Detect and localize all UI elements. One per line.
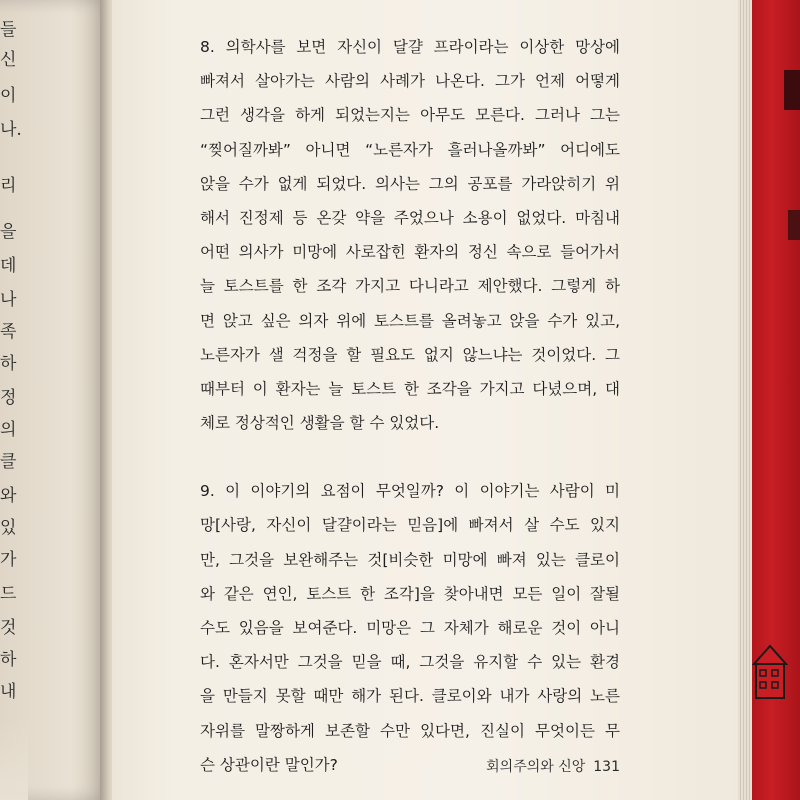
left-page-fragment: 의 [0,420,17,440]
left-page [0,0,108,800]
text-line: 슨 상관이란 말인가? [200,755,338,774]
text-line: 을 만들지 못할 때만 해가 된다. 클로이와 내가 사랑의 노른 [200,687,620,706]
text-line: 수도 있음을 보여준다. 미망은 그 자체가 해로운 것이 아니 [200,619,620,637]
left-page-fragment: 리 [0,176,17,196]
left-page-fragment: 것 [0,618,17,638]
text-line: 그런 생각을 하게 되었는지는 아무도 모른다. 그러나 그는 [200,106,620,125]
body-text [200,30,620,782]
text-line: 와 같은 연인, 토스트 한 조각]을 찾아내면 모든 일이 잘될 [200,584,620,603]
left-page-fragment: 나. [0,120,22,140]
left-page-fragment: 있 [0,518,17,538]
text-line: 해서 진정제 등 온갖 약을 주었으나 소용이 없었다. 마침내 [200,208,620,227]
text-line: 다. 혼자서만 그것을 믿을 때, 그것을 유지할 수 있는 환경 [200,653,620,672]
text-line: 망[사랑, 자신이 달걀이라는 믿음]에 빠져서 살 수도 있지 [200,516,620,535]
left-page-fragment: 을 [0,222,17,242]
left-page-fragment: 하 [0,354,17,374]
text-line: 자위를 말짱하게 보존할 수만 있다면, 진실이 무엇이든 무 [200,721,620,740]
text-line: 어떤 의사가 미망에 사로잡힌 환자의 정신 속으로 들어가서 [200,243,620,262]
paragraph-8 [200,30,620,440]
text-line: 때부터 이 환자는 늘 토스트 한 조각을 가지고 다녔으며, 대 [200,379,620,398]
left-page-fragment: 와 [0,486,17,506]
left-page-fragment: 족 [0,322,17,342]
left-page-fragment: 드 [0,584,17,604]
left-page-fragment: 가 [0,550,17,570]
text-line: 9. 이 이야기의 요점이 무엇일까? 이 이야기는 사람이 미 [200,482,620,501]
chapter-title: 회의주의와 신앙 [486,759,586,775]
paragraph-9 [200,474,620,782]
page-number: 131 [593,759,620,775]
left-page-fragment: 들 [0,20,17,40]
left-page-fragment: 클 [0,452,17,472]
left-page-fragment: 데 [0,256,17,276]
text-line: 앉을 수가 없게 되었다. 의사는 그의 공포를 가라앉히기 위 [200,174,620,193]
text-line: 늘 토스트를 한 조각 가지고 다니라고 제안했다. 그렇게 하 [200,277,620,296]
left-page-fragment: 정 [0,388,17,408]
text-line: 만, 그것을 보완해주는 것[비슷한 미망에 빠져 있는 클로이 [200,550,620,569]
page-footer [440,756,620,776]
left-page-fragment: 이 [0,86,17,106]
left-page-fragment: 나 [0,290,17,310]
text-line: 빠져서 살아가는 사람의 사례가 나온다. 그가 언제 어떻게 [200,72,620,91]
text-line: 체로 정상적인 생활을 할 수 있었다. [200,414,440,433]
text-line: 8. 의학사를 보면 자신이 달걀 프라이라는 이상한 망상에 [200,38,620,56]
left-page-fragment: 내 [0,682,17,702]
text-line: 면 앉고 싶은 의자 위에 토스트를 올려놓고 앉을 수가 있고, [200,311,620,330]
text-line: 노른자가 샐 걱정을 할 필요도 없지 않느냐는 것이었다. 그 [200,345,620,364]
left-page-fragment: 신 [0,50,17,70]
left-page-fragment: 하 [0,650,17,670]
house-illustration-icon [748,640,792,700]
text-line: “찢어질까봐” 아니면 “노른자가 흘러나올까봐” 어디에도 [200,140,620,159]
